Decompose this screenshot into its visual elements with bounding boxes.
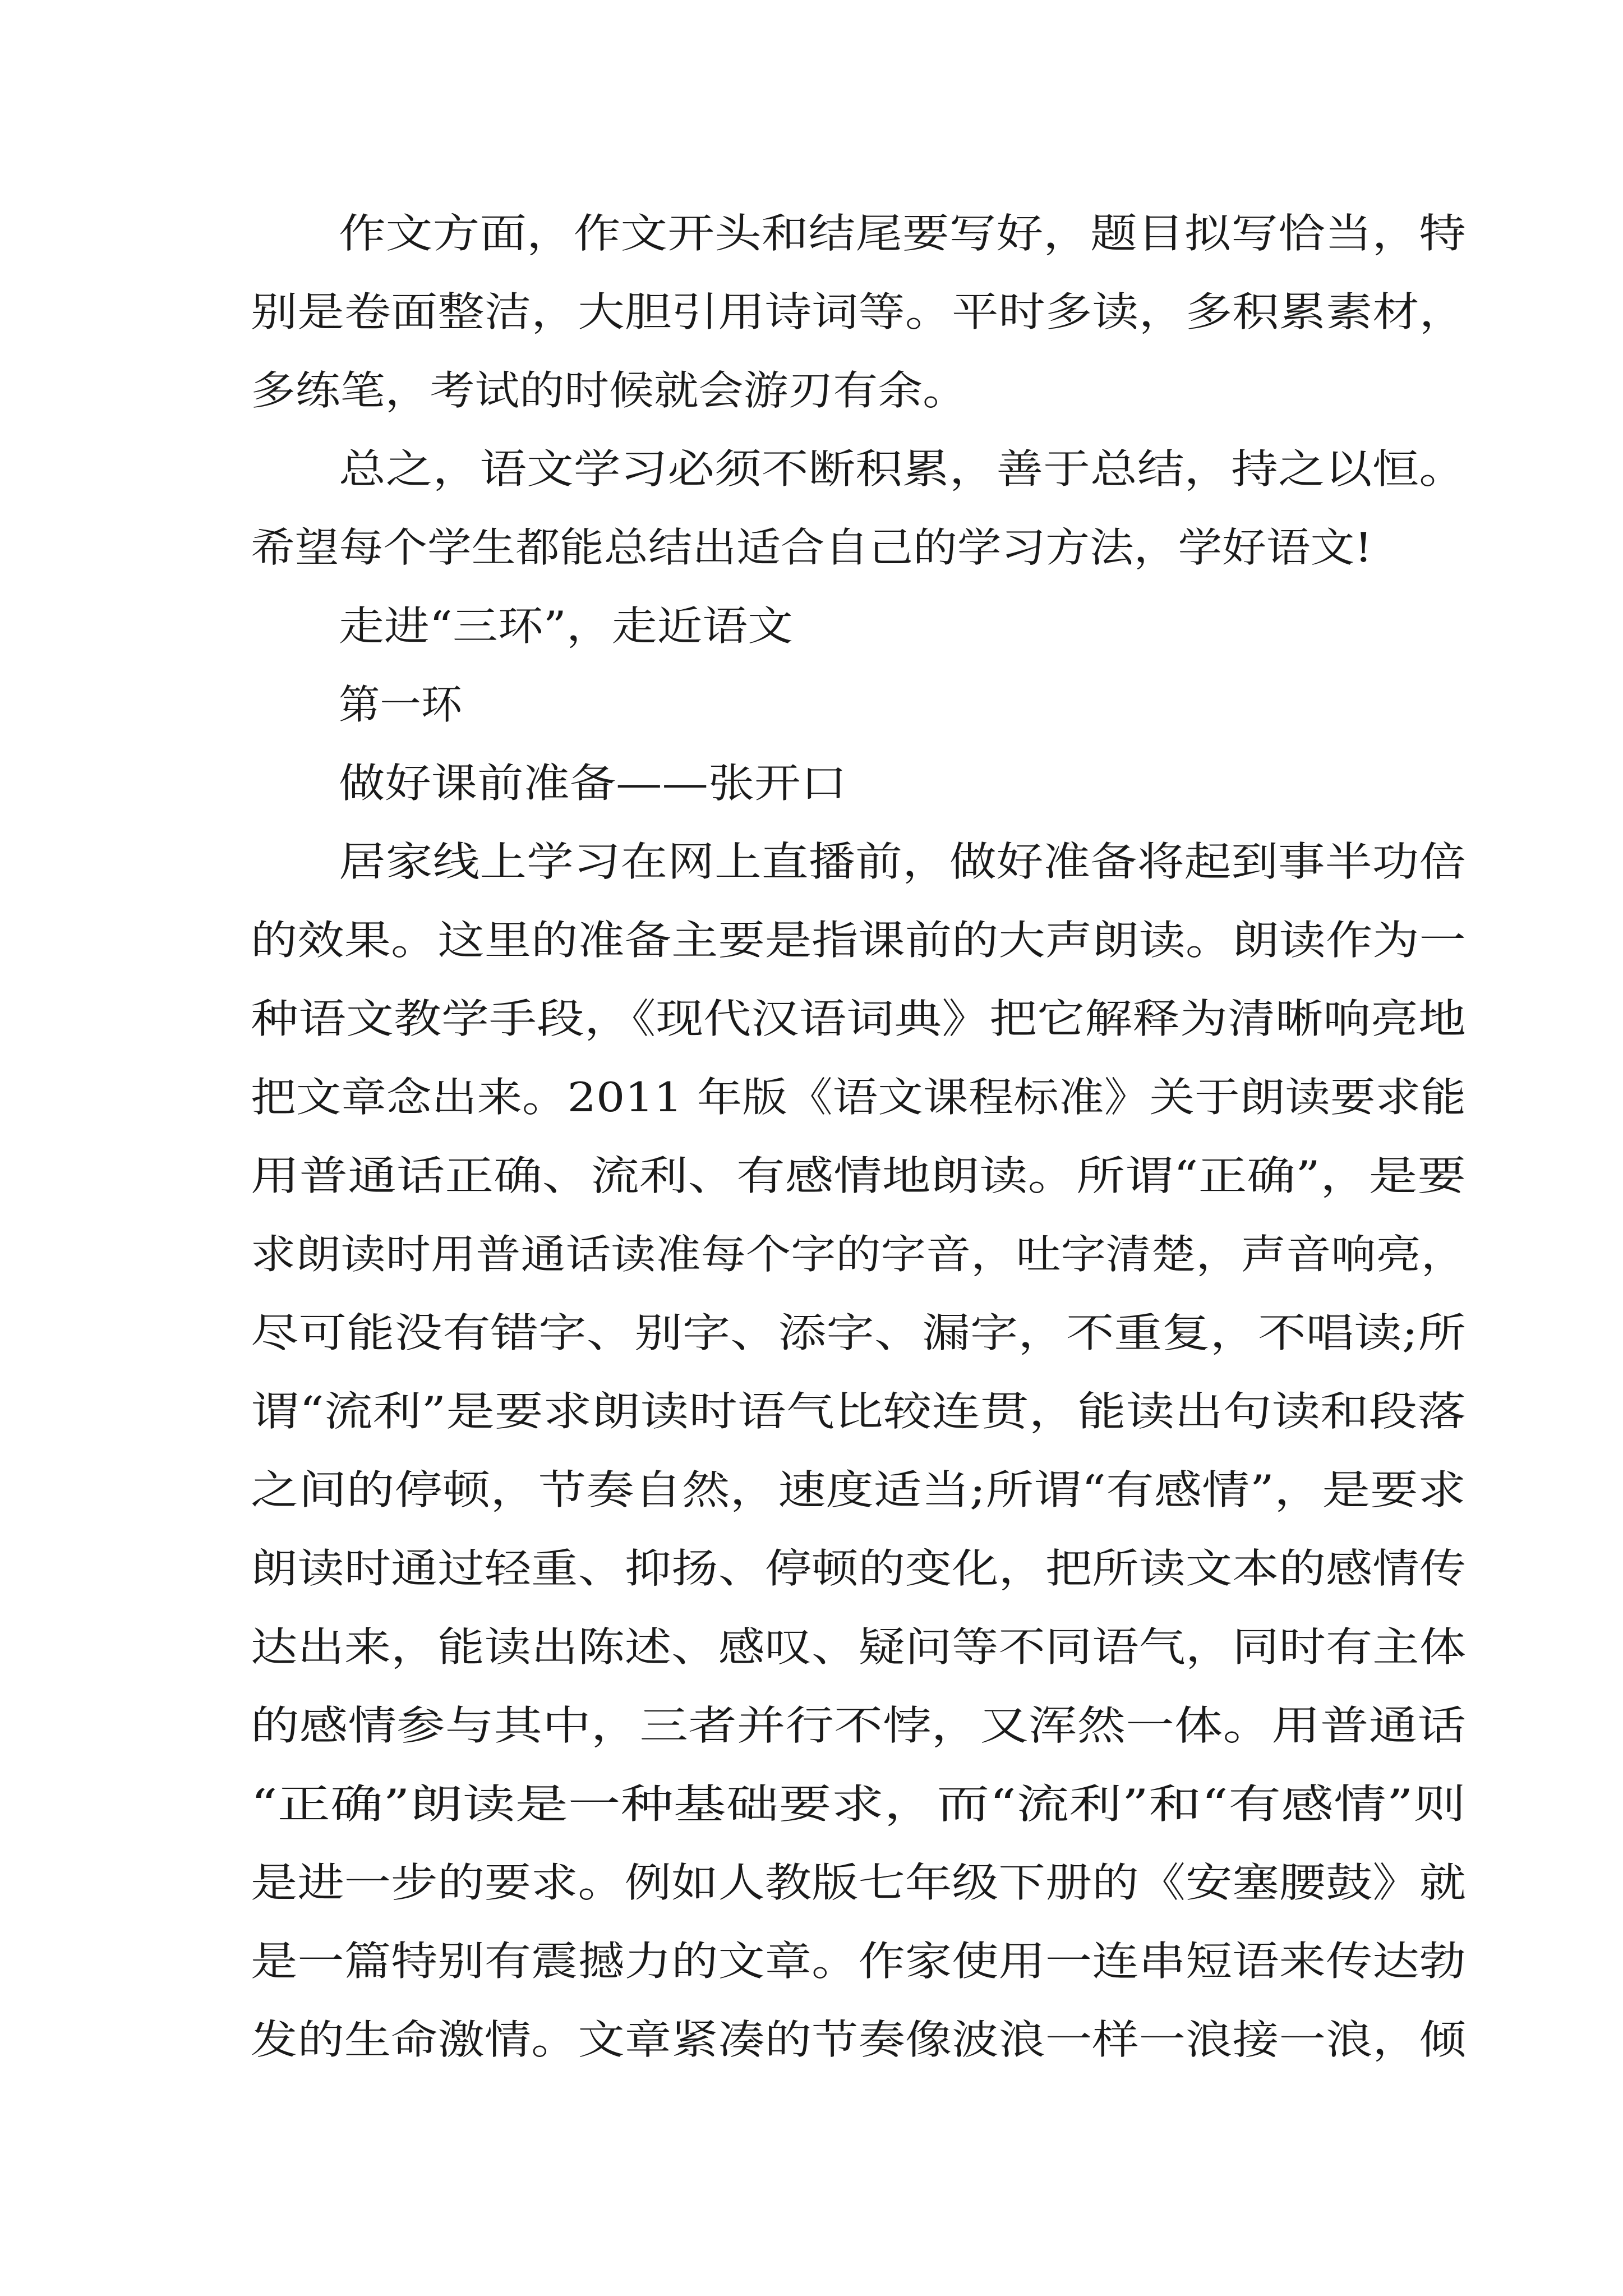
line-text: 用普通话正确、流利、有感情地朗读。所谓“正确”，是要: [251, 1152, 1466, 1199]
text-line: [0, 1061, 1623, 1134]
line-text: 第一环: [339, 681, 462, 728]
line-text: 走进“三环”，走近语文: [339, 602, 793, 650]
text-line: [0, 1296, 1623, 1369]
text-line: [0, 747, 1623, 820]
line-text: 总之，语文学习必须不断积累，善于总结，持之以恒。: [339, 445, 1466, 493]
line-text: 别是卷面整洁，大胆引用诗词等。平时多读，多积累素材，: [251, 288, 1466, 335]
text-line: [0, 354, 1623, 427]
text-line: [0, 1453, 1623, 1526]
text-line: [0, 1925, 1623, 1998]
line-text: 把文章念出来。2011 年版《语文课程标准》关于朗读要求能: [251, 1074, 1466, 1121]
text-line: [0, 1689, 1623, 1762]
text-line: [0, 432, 1623, 505]
text-line: [0, 904, 1623, 977]
text-line: [0, 1218, 1623, 1291]
text-line: [0, 590, 1623, 662]
line-text: 之间的停顿，节奏自然，速度适当;所谓“有感情”，是要求: [251, 1466, 1466, 1513]
line-text: 求朗读时用普通话读准每个字的字音，吐字清楚，声音响亮，: [251, 1231, 1466, 1278]
text-line: [0, 511, 1623, 584]
text-line: [0, 825, 1623, 898]
text-line: [0, 1375, 1623, 1448]
line-text: 是一篇特别有震撼力的文章。作家使用一连串短语来传达勃: [251, 1938, 1466, 1985]
text-line: [0, 1139, 1623, 1212]
line-text: 做好课前准备——张开口: [339, 760, 847, 807]
line-text: 多练笔，考试的时候就会游刃有余。: [251, 367, 967, 414]
text-line: [0, 1532, 1623, 1605]
line-text: 居家线上学习在网上直播前，做好准备将起到事半功倍: [339, 838, 1466, 885]
text-line: [0, 1846, 1623, 1919]
text-line: [0, 197, 1623, 270]
line-text: 的感情参与其中，三者并行不悖，又浑然一体。用普通话: [251, 1702, 1466, 1749]
text-line: [0, 2003, 1623, 2076]
line-text: 种语文教学手段，《现代汉语词典》把它解释为清晰响亮地: [251, 995, 1466, 1042]
line-text: 的效果。这里的准备主要是指课前的大声朗读。朗读作为一: [251, 917, 1466, 964]
line-text: 希望每个学生都能总结出适合自己的学习方法，学好语文!: [251, 524, 1372, 571]
text-line: [0, 982, 1623, 1055]
line-text: 是进一步的要求。例如人教版七年级下册的《安塞腰鼓》就: [251, 1859, 1466, 1906]
text-line: [0, 1611, 1623, 1683]
line-text: 尽可能没有错字、别字、添字、漏字，不重复，不唱读;所: [251, 1309, 1466, 1356]
line-text: 达出来，能读出陈述、感叹、疑问等不同语气，同时有主体: [251, 1623, 1466, 1671]
text-line: [0, 668, 1623, 741]
line-text: 谓“流利”是要求朗读时语气比较连贯，能读出句读和段落: [251, 1388, 1466, 1435]
line-text: 发的生命激情。文章紧凑的节奏像波浪一样一浪接一浪，倾: [251, 2016, 1466, 2063]
line-text: 朗读时通过轻重、抑扬、停顿的变化，把所读文本的感情传: [251, 1545, 1466, 1592]
text-line: [0, 1768, 1623, 1841]
text-line: [0, 275, 1623, 348]
line-text: 作文方面，作文开头和结尾要写好，题目拟写恰当，特: [339, 210, 1466, 257]
line-text: “正确”朗读是一种基础要求，而“流利”和“有感情”则: [251, 1780, 1466, 1828]
